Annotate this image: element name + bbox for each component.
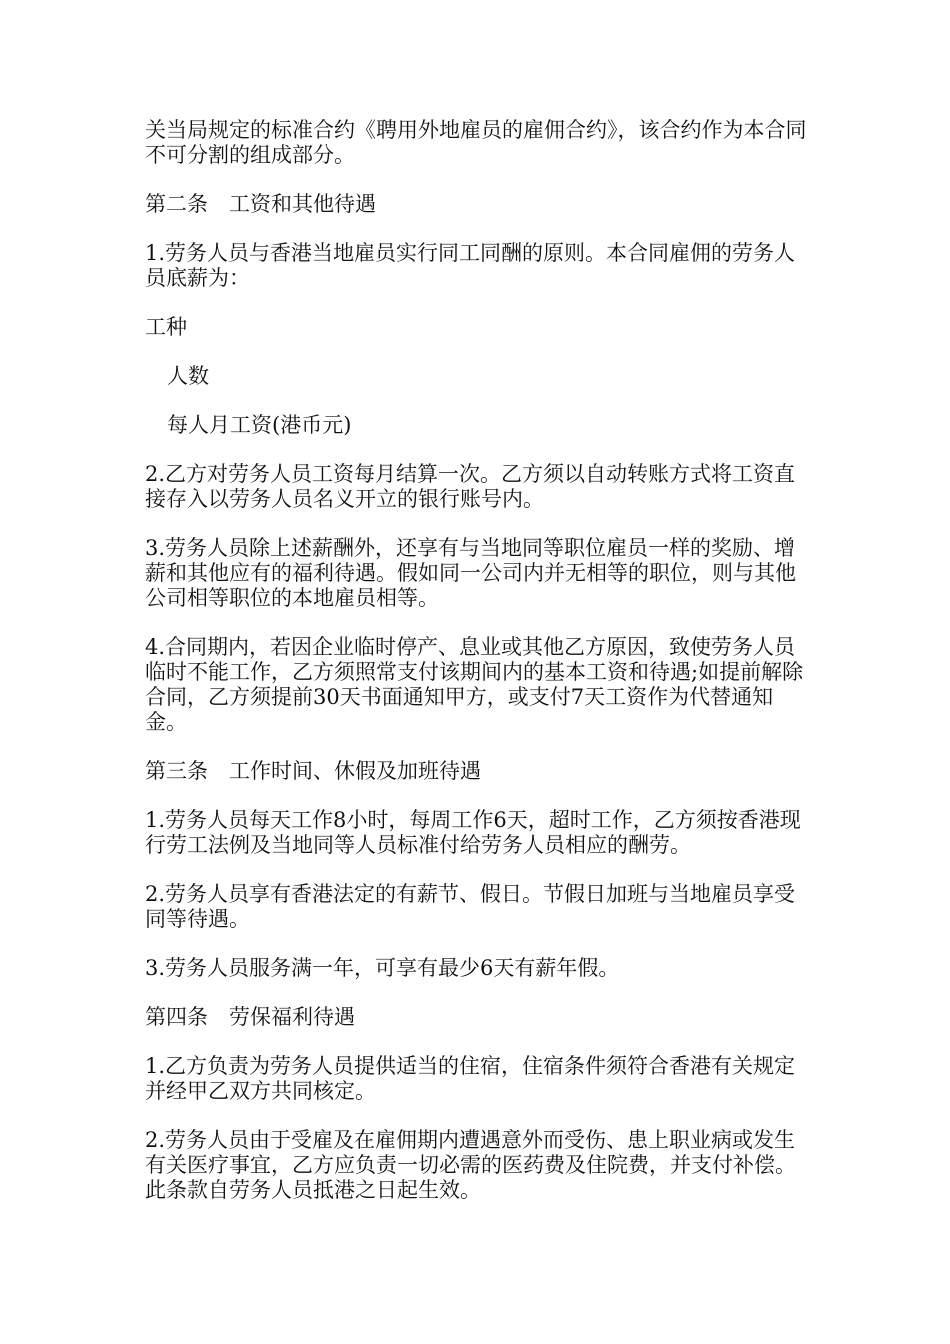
article-3-heading: 第三条 工作时间、休假及加班待遇 <box>145 759 481 783</box>
article-3-clause-1: 1.劳务人员每天工作8小时，每周工作6天，超时工作，乙方须按香港现行劳工法例及当地同等人员标准付给劳务人员相应的酬劳。 <box>145 808 801 857</box>
document-page <box>145 118 815 1227</box>
article-2-clause-4: 4.合同期内，若因企业临时停产、息业或其他乙方原因，致使劳务人员临时不能工作，乙方须照常支付该期间内的基本工资和待遇;如提前解除合同，乙方须提前30天书面通知甲方，或支付7天工资作为代替通知金。 <box>145 635 804 734</box>
article-4-heading: 第四条 劳保福利待遇 <box>145 1005 355 1029</box>
article-4-clause-2: 2.劳务人员由于受雇及在雇佣期内遭遇意外而受伤、患上职业病或发生有关医疗事宜，乙方应负责一切必需的医药费及住院费，并支付补偿。此条款自劳务人员抵港之日起生效。 <box>145 1128 796 1202</box>
paragraph-continuation: 关当局规定的标准合约《聘用外地雇员的雇佣合约》，该合约作为本合同不可分割的组成部分。 <box>145 118 807 167</box>
article-2-clause-3: 3.劳务人员除上述薪酬外，还享有与当地同等职位雇员一样的奖励、增薪和其他应有的福利待遇。假如同一公司内并无相等的职位，则与其他公司相等职位的本地雇员相等。 <box>145 536 796 610</box>
table-header-job-type: 工种 <box>145 315 187 339</box>
article-2-clause-2: 2.乙方对劳务人员工资每月结算一次。乙方须以自动转账方式将工资直接存入以劳务人员名义开立的银行账号内。 <box>145 462 796 511</box>
article-4-clause-1: 1.乙方负责为劳务人员提供适当的住宿，住宿条件须符合香港有关规定并经甲乙双方共同核定。 <box>145 1054 796 1103</box>
article-2-heading: 第二条 工资和其他待遇 <box>145 192 376 216</box>
article-3-clause-3: 3.劳务人员服务满一年，可享有最少6天有薪年假。 <box>145 956 620 980</box>
table-header-monthly-wage: 每人月工资(港币元) <box>167 413 352 437</box>
table-header-headcount: 人数 <box>167 364 209 388</box>
article-2-clause-1: 1.劳务人员与香港当地雇员实行同工同酬的原则。本合同雇佣的劳务人员底薪为： <box>145 241 796 290</box>
article-3-clause-2: 2.劳务人员享有香港法定的有薪节、假日。节假日加班与当地雇员享受同等待遇。 <box>145 882 796 931</box>
